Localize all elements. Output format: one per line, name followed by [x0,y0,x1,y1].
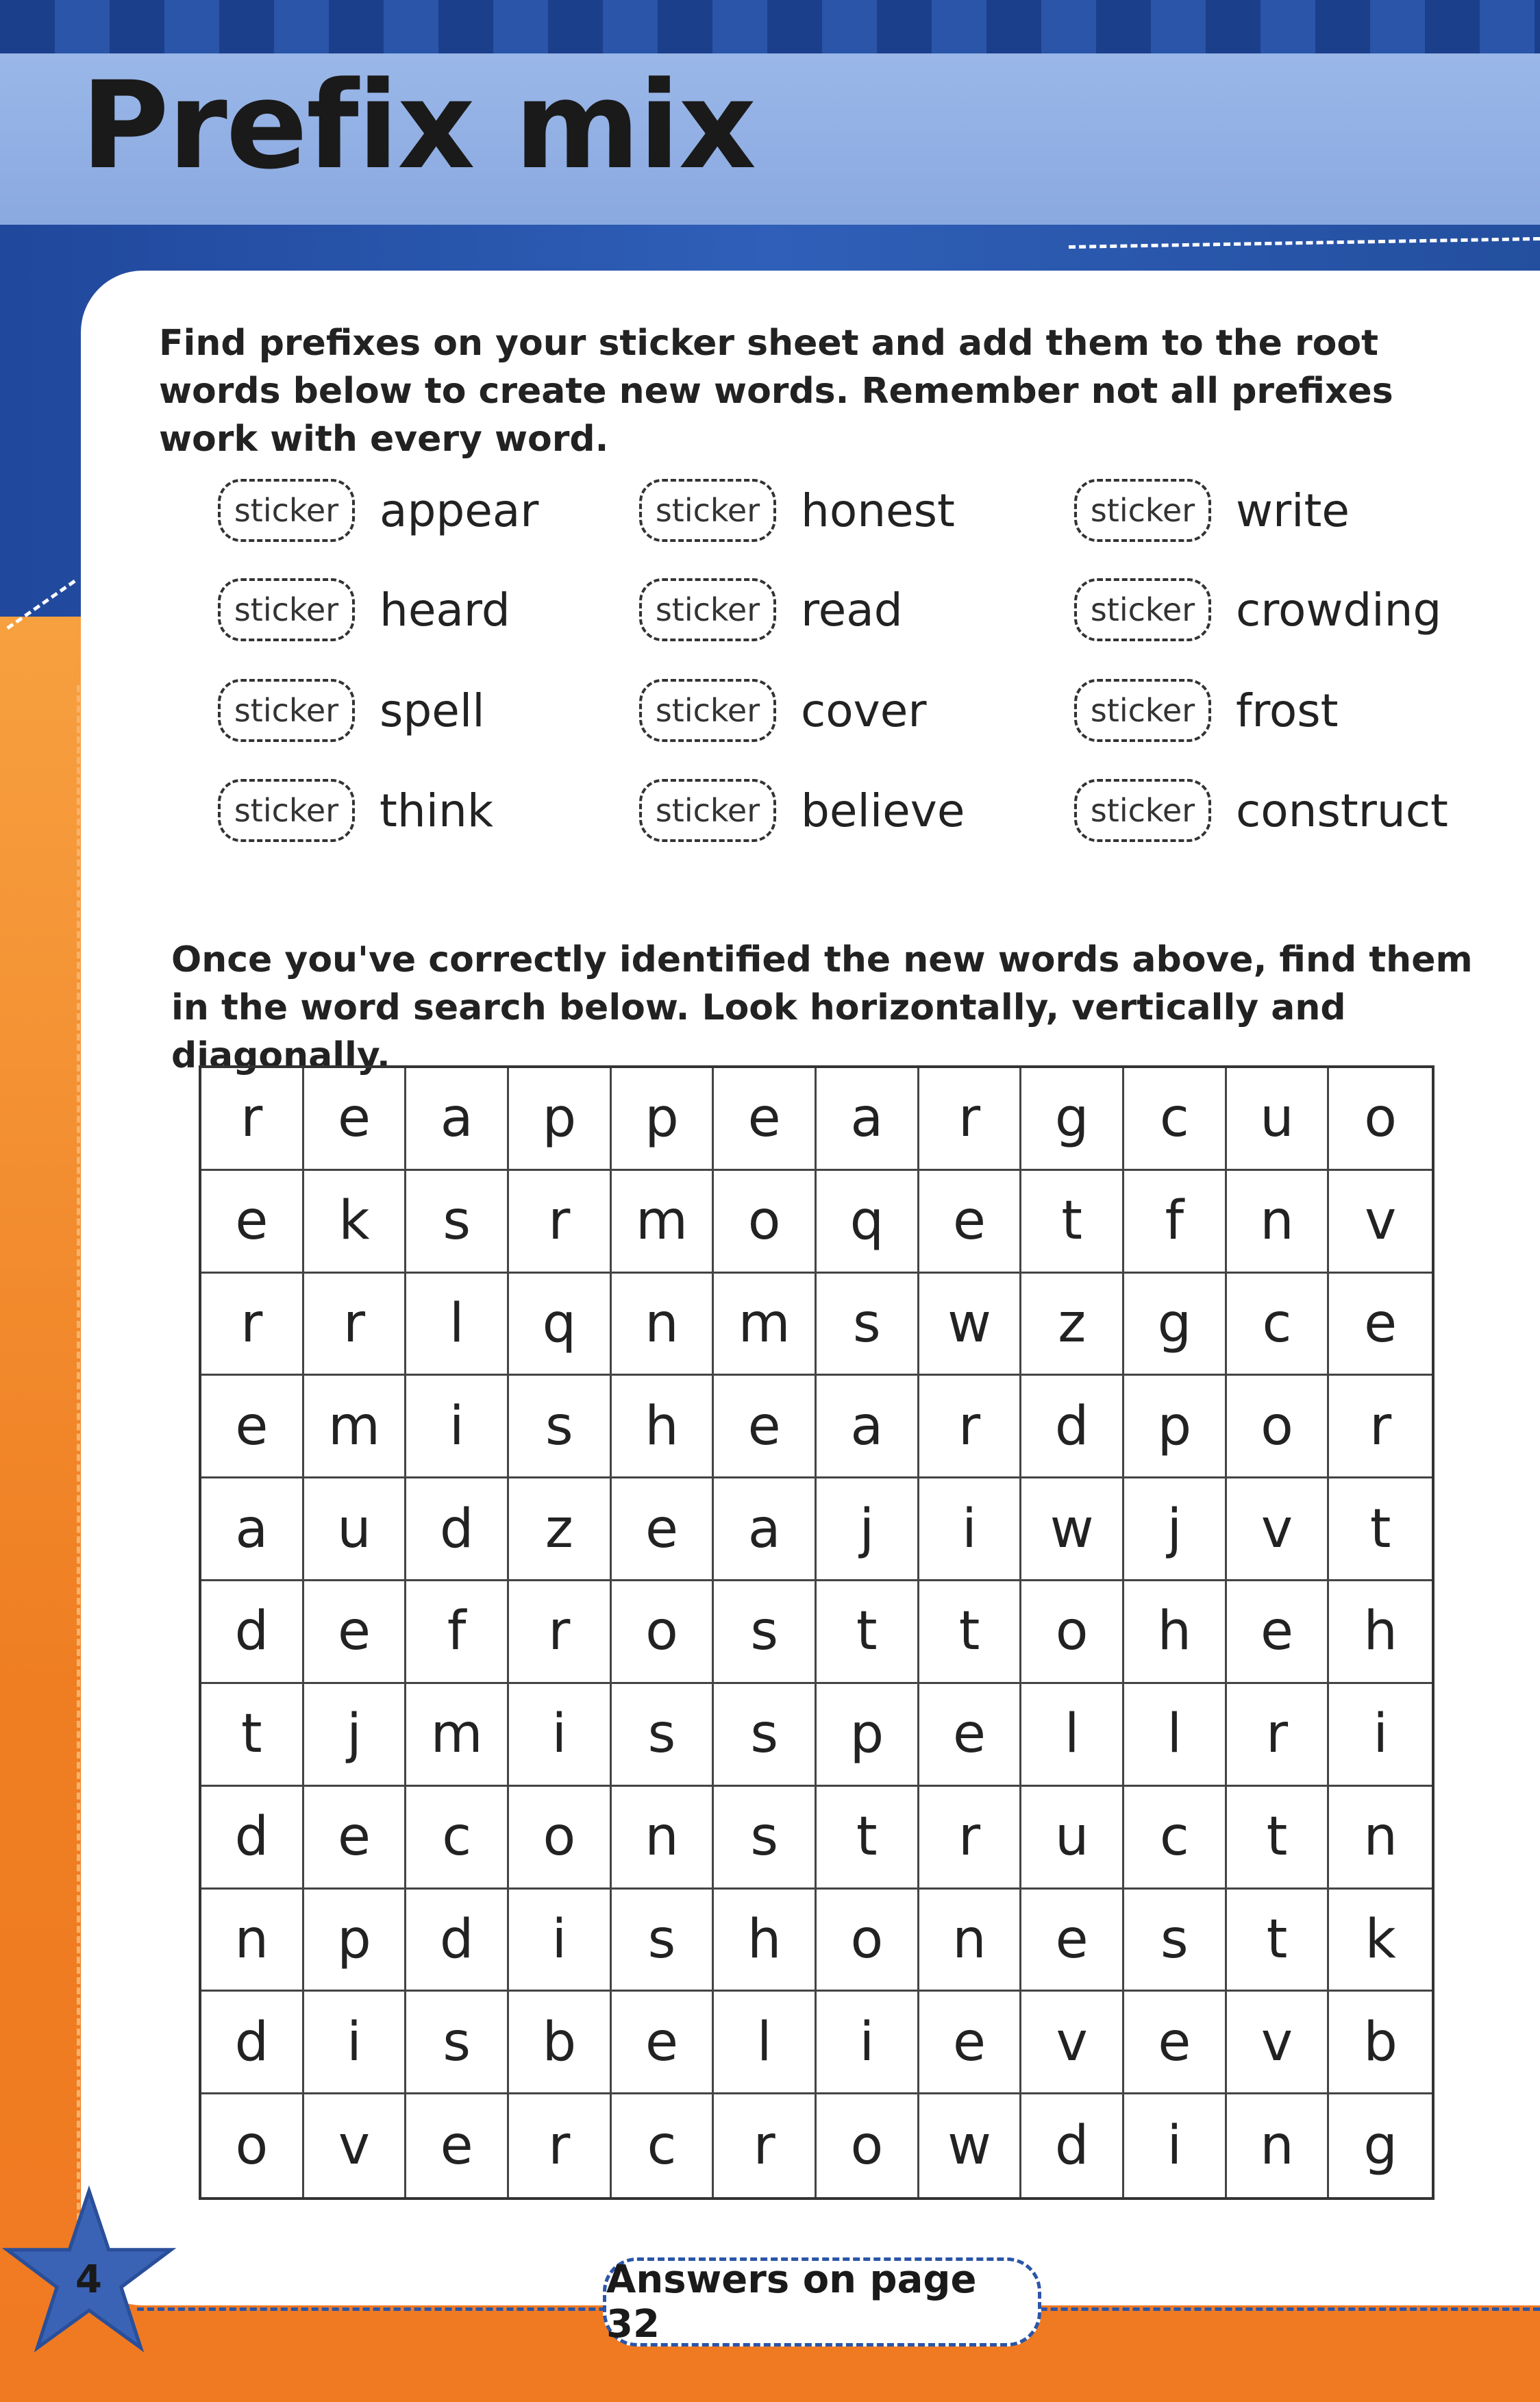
word-search-grid [199,1065,1435,2200]
grid-cell: w [919,2094,1022,2197]
sticker-placeholder: sticker [218,479,355,542]
prefix-item [1074,572,1441,647]
root-word: write [1236,484,1350,537]
prefix-item [218,572,510,647]
grid-cell: n [612,1787,715,1890]
grid-cell: t [817,1787,919,1890]
grid-cell: a [201,1478,304,1581]
grid-cell: t [201,1684,304,1787]
grid-cell: t [1021,1171,1124,1274]
grid-cell: e [1021,1890,1124,1992]
grid-cell: m [304,1376,407,1478]
grid-cell: d [406,1890,509,1992]
grid-cell: r [201,1274,304,1376]
sticker-placeholder: sticker [218,679,355,742]
grid-cell: e [201,1171,304,1274]
root-word: believe [801,784,965,837]
grid-cell: r [919,1376,1022,1478]
grid-cell: q [509,1274,612,1376]
grid-cell: o [1227,1376,1330,1478]
root-word: think [380,784,494,837]
grid-cell: p [612,1068,715,1171]
grid-cell: k [1329,1890,1432,1992]
grid-cell: p [304,1890,407,1992]
grid-cell: o [714,1171,817,1274]
grid-cell: e [919,1171,1022,1274]
grid-cell: v [1227,1478,1330,1581]
grid-cell: h [1124,1581,1227,1684]
grid-cell: v [1021,1992,1124,2094]
grid-cell: n [1227,2094,1330,2197]
sticker-placeholder: sticker [218,578,355,641]
grid-cell: i [1329,1684,1432,1787]
grid-cell: p [817,1684,919,1787]
sticker-placeholder: sticker [1074,679,1211,742]
grid-cell: i [304,1992,407,2094]
grid-cell: v [1227,1992,1330,2094]
title-band-top [0,0,1540,53]
page-title: Prefix mix [81,55,756,196]
prefix-item [1074,673,1339,748]
grid-cell: e [1329,1274,1432,1376]
grid-cell: g [1021,1068,1124,1171]
answers-note: Answers on page 32 [603,2257,1041,2347]
grid-cell: n [612,1274,715,1376]
prefix-item [639,473,955,548]
grid-cell: c [612,2094,715,2197]
grid-cell: u [1227,1068,1330,1171]
grid-cell: t [1329,1478,1432,1581]
grid-cell: c [1227,1274,1330,1376]
grid-cell: e [304,1787,407,1890]
grid-cell: o [1329,1068,1432,1171]
grid-cell: l [714,1992,817,2094]
grid-cell: d [201,1787,304,1890]
grid-cell: e [304,1581,407,1684]
grid-cell: l [1124,1684,1227,1787]
grid-cell: i [817,1992,919,2094]
grid-cell: e [201,1376,304,1478]
grid-cell: s [406,1171,509,1274]
grid-cell: e [1227,1581,1330,1684]
grid-cell: d [1021,2094,1124,2197]
grid-cell: h [714,1890,817,1992]
grid-cell: e [919,1684,1022,1787]
sticker-placeholder: sticker [639,679,776,742]
grid-cell: e [919,1992,1022,2094]
grid-cell: o [509,1787,612,1890]
grid-cell: m [406,1684,509,1787]
card-dashed-border [77,685,80,2302]
prefix-item [639,572,903,647]
grid-cell: r [509,1171,612,1274]
grid-cell: r [919,1068,1022,1171]
grid-cell: i [406,1376,509,1478]
grid-cell: v [304,2094,407,2197]
grid-cell: s [509,1376,612,1478]
page-number: 4 [75,2257,102,2302]
prefix-item [1074,473,1350,548]
grid-cell: l [1021,1684,1124,1787]
root-word: crowding [1236,583,1442,636]
grid-cell: o [1021,1581,1124,1684]
grid-cell: z [1021,1274,1124,1376]
root-word: appear [380,484,539,537]
grid-cell: r [509,2094,612,2197]
root-word: heard [380,583,510,636]
grid-cell: n [201,1890,304,1992]
grid-cell: r [509,1581,612,1684]
grid-cell: k [304,1171,407,1274]
grid-cell: a [406,1068,509,1171]
grid-cell: u [1021,1787,1124,1890]
grid-cell: e [714,1068,817,1171]
root-word: spell [380,684,485,737]
grid-cell: n [919,1890,1022,1992]
root-word: honest [801,484,955,537]
sticker-placeholder: sticker [218,779,355,842]
prefix-item [1074,773,1448,848]
grid-cell: t [1227,1890,1330,1992]
sticker-placeholder: sticker [639,779,776,842]
root-word: frost [1236,684,1339,737]
grid-cell: c [406,1787,509,1890]
grid-cell: b [1329,1992,1432,2094]
grid-cell: v [1329,1171,1432,1274]
grid-cell: f [1124,1171,1227,1274]
grid-cell: e [612,1478,715,1581]
prefix-item [218,473,538,548]
grid-cell: h [1329,1581,1432,1684]
prefix-item [639,773,965,848]
grid-cell: n [1227,1171,1330,1274]
grid-cell: q [817,1171,919,1274]
grid-cell: p [509,1068,612,1171]
root-word: construct [1236,784,1448,837]
grid-cell: p [1124,1376,1227,1478]
grid-cell: s [1124,1890,1227,1992]
grid-cell: j [1124,1478,1227,1581]
grid-cell: i [509,1684,612,1787]
grid-cell: i [1124,2094,1227,2197]
grid-cell: w [919,1274,1022,1376]
grid-cell: j [817,1478,919,1581]
grid-cell: c [1124,1787,1227,1890]
sticker-placeholder: sticker [1074,578,1211,641]
sticker-placeholder: sticker [1074,479,1211,542]
grid-cell: z [509,1478,612,1581]
grid-cell: t [817,1581,919,1684]
grid-cell: h [612,1376,715,1478]
grid-cell: r [1227,1684,1330,1787]
prefix-sticker-grid [218,473,1506,856]
grid-cell: d [406,1478,509,1581]
grid-cell: s [612,1684,715,1787]
grid-cell: o [612,1581,715,1684]
word-search-instructions: Once you've correctly identified the new words above, find them in the word search below. Look horizontally, vertically and diagonally. [171,939,1473,1076]
sticker-placeholder: sticker [1074,779,1211,842]
grid-cell: s [817,1274,919,1376]
grid-cell: a [817,1068,919,1171]
grid-cell: r [201,1068,304,1171]
grid-cell: f [406,1581,509,1684]
prefix-item [218,773,493,848]
root-word: cover [801,684,927,737]
grid-cell: g [1124,1274,1227,1376]
grid-cell: e [1124,1992,1227,2094]
grid-cell: i [919,1478,1022,1581]
grid-cell: j [304,1684,407,1787]
grid-cell: r [714,2094,817,2197]
grid-cell: l [406,1274,509,1376]
prefix-item [218,673,485,748]
grid-cell: o [817,2094,919,2197]
grid-cell: m [612,1171,715,1274]
grid-cell: s [714,1581,817,1684]
grid-cell: w [1021,1478,1124,1581]
sticker-placeholder: sticker [639,479,776,542]
grid-cell: d [201,1992,304,2094]
grid-cell: c [1124,1068,1227,1171]
prefix-item [639,673,926,748]
grid-cell: a [817,1376,919,1478]
grid-cell: b [509,1992,612,2094]
grid-cell: t [1227,1787,1330,1890]
grid-cell: i [509,1890,612,1992]
grid-cell: u [304,1478,407,1581]
grid-cell: s [406,1992,509,2094]
root-word: read [801,583,903,636]
prefix-instructions: Find prefixes on your sticker sheet and add them to the root words below to create new words. Remember not all prefixes work with every word. [159,323,1393,460]
grid-cell: e [612,1992,715,2094]
grid-cell: r [1329,1376,1432,1478]
grid-cell: t [919,1581,1022,1684]
grid-cell: g [1363,2115,1398,2177]
grid-cell: s [714,1684,817,1787]
grid-cell: o [201,2094,304,2197]
grid-cell: s [612,1890,715,1992]
grid-cell: e [304,1068,407,1171]
grid-cell: a [714,1478,817,1581]
grid-cell: r [919,1787,1022,1890]
grid-cell: d [201,1581,304,1684]
grid-cell: e [406,2094,509,2197]
grid-cell: m [714,1274,817,1376]
grid-cell: e [714,1376,817,1478]
grid-cell: r [304,1274,407,1376]
grid-cell: s [714,1787,817,1890]
grid-cell: n [1329,1787,1432,1890]
grid-cell: d [1021,1376,1124,1478]
sticker-placeholder: sticker [639,578,776,641]
grid-cell: o [817,1890,919,1992]
